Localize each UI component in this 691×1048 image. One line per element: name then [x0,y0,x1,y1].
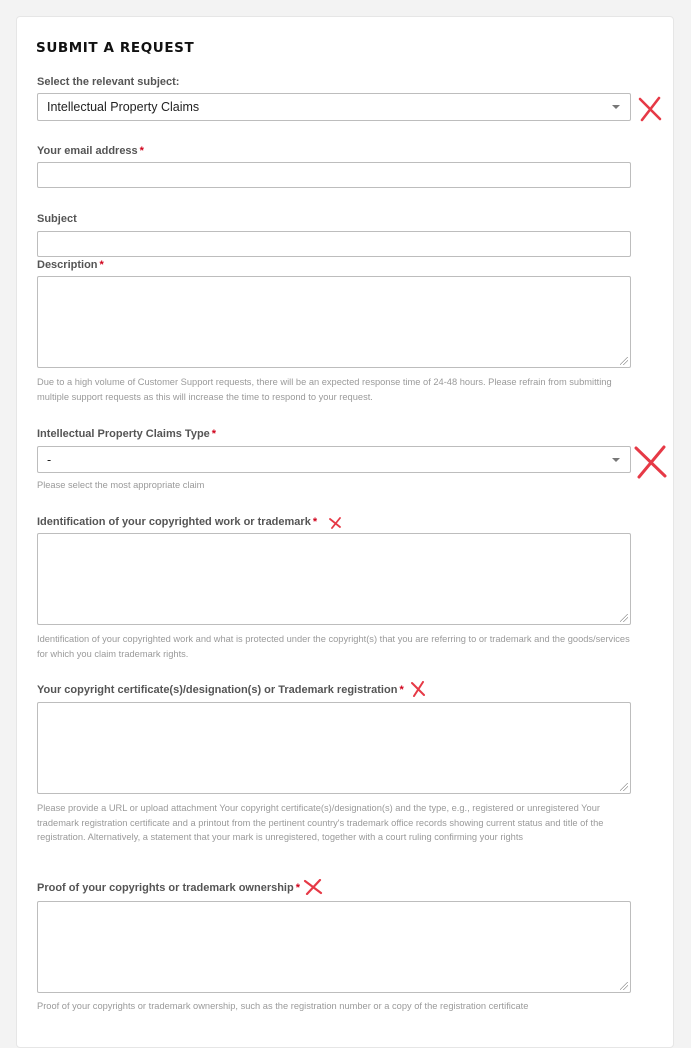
required-asterisk: * [211,428,217,440]
proof-label: Proof of your copyrights or trademark ownership * [37,882,300,894]
subject-select-value: Intellectual Property Claims [47,100,200,114]
red-x-annotation-icon [409,681,427,697]
required-asterisk: * [312,516,318,528]
ip-claim-type-select[interactable] [37,446,631,473]
subject-select[interactable] [37,93,631,121]
page-title: SUBMIT A REQUEST [36,40,195,56]
subject-select-label: Select the relevant subject: [37,76,180,88]
proof-textarea[interactable] [37,901,631,993]
resize-handle-icon[interactable] [620,783,628,791]
required-asterisk: * [99,259,104,271]
proof-hint: Proof of your copyrights or trademark ownership, such as the registration number or a copy of the registration certificate [37,1001,529,1011]
required-asterisk: * [399,684,404,696]
certificate-hint: Please provide a URL or upload attachment Your copyright certificate(s)/designation(s) and the type, e.g., registered or unregistered Your trademark registration certificate and a printout from the pertinent country's trademark office records showing current status and title of the registration. Alternatively, a statement that your mark is unregistered, together with a court ruling confirming your rights [37,803,604,842]
description-textarea[interactable] [37,276,631,368]
chevron-down-icon [612,105,620,109]
identification-hint: Identification of your copyrighted work and what is protected under the copyright(s) that you are referring to or trademark and the goods/services for which you claim trademark rights. [37,634,630,659]
subject-label: Subject [37,213,77,225]
required-asterisk: * [295,882,300,894]
description-hint: Due to a high volume of Customer Support requests, there will be an expected response time of 24-48 hours. Please refrain from submitting multiple support requests as this will increase the time to respond to your request. [37,377,612,402]
description-label: Description * [37,259,104,271]
chevron-down-icon [612,458,620,462]
identification-textarea[interactable] [37,533,631,625]
required-asterisk: * [139,145,144,157]
ip-claim-type-value: - [47,453,52,467]
subject-input[interactable] [37,231,631,257]
certificate-textarea[interactable] [37,702,631,794]
red-x-annotation-icon [637,96,663,122]
email-field[interactable] [37,162,631,188]
resize-handle-icon[interactable] [620,357,628,365]
ip-claim-type-label: Intellectual Property Claims Type * [37,428,217,440]
email-label: Your email address * [37,145,144,157]
red-x-annotation-icon [303,879,323,895]
resize-handle-icon[interactable] [620,614,628,622]
red-x-annotation-icon [633,444,669,480]
resize-handle-icon[interactable] [620,982,628,990]
red-x-annotation-icon [328,517,342,529]
identification-label: Identification of your copyrighted work or trademark * [37,516,318,528]
ip-claim-type-hint: Please select the most appropriate claim [37,480,205,490]
certificate-label: Your copyright certificate(s)/designation(s) or Trademark registration * [37,684,404,696]
